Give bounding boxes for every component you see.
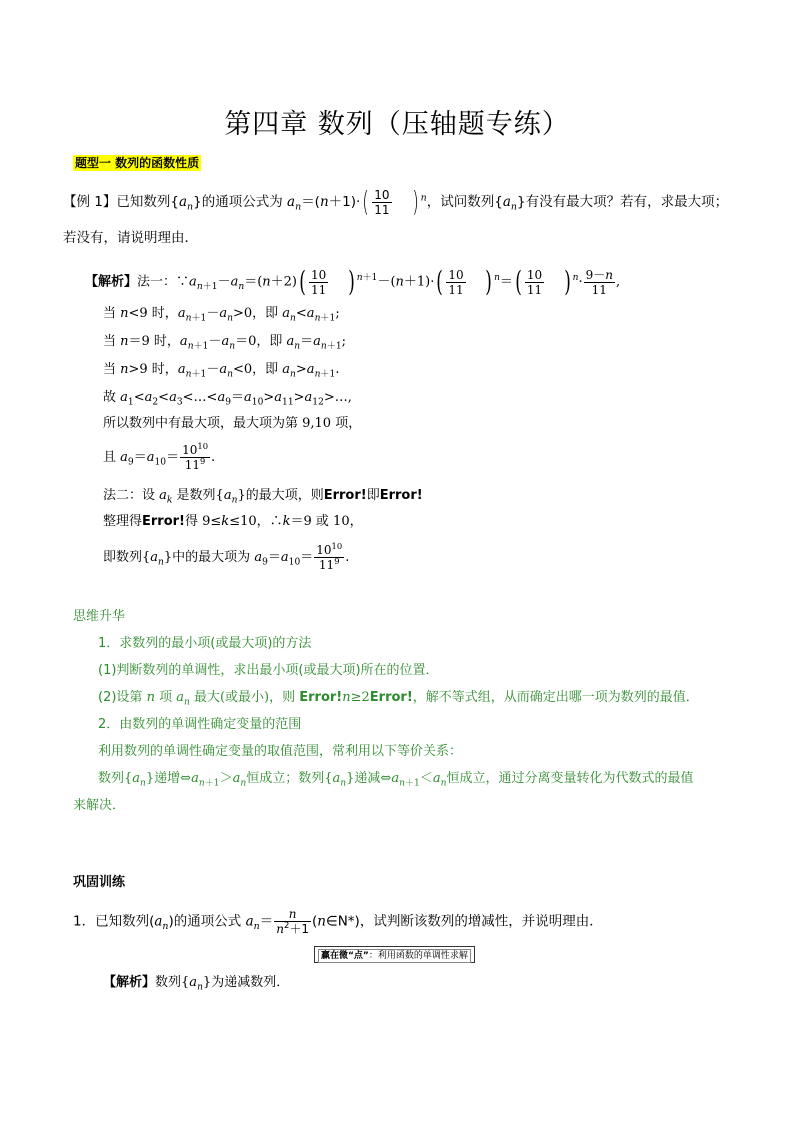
thinking-line-1: 1．求数列的最小项(或最大项)的方法: [98, 636, 312, 651]
example-1-line1: 【例 1】已知数列$\{a_n\}$的通项公式为 $a_n=(n+1)\cdot$( $\frac{10}{11}$ ) $^n$，试问数列$\{a_n\}$有没有最大项？若有，求最大项；: [63, 185, 729, 218]
solution-line-8: 法二：设 $a_k$ 是数列$\{a_n\}$的最大项，则Error!即Error!: [103, 488, 423, 506]
solution-line-4: 当 n>9 时，$a_{n+1}-a_n<0$，即 $a_n>a_{n+1}$.: [103, 362, 340, 380]
thinking-line-3: (2)设第 n 项 $a_n$ 最大(或最小)，则 Error!n≥2Error!，解不等式组，从而确定出哪一项为数列的最值．: [98, 690, 699, 708]
solution-line-7: 且 $a_9=a_{10}=$ $\frac{10^{10}}{11^9}$ .: [103, 441, 216, 472]
practice-heading: 巩固训练: [73, 875, 126, 890]
hint-tag: 赢在微“点”：利用函数的单调性求解: [314, 946, 475, 963]
solution-line-6: 所以数列中有最大项，最大项为第 9,10 项，: [103, 416, 362, 431]
thinking-line-4: 2．由数列的单调性确定变量的范围: [98, 717, 302, 732]
solution-line-5: 故 $a_1<a_2<a_3<\dots<a_9=a_{10}>a_{11}>a_{12}>\dots$,: [103, 390, 352, 408]
solution-line-3: 当 n＝9 时，$a_{n+1}-a_n=0$，即 $a_n=a_{n+1}$;: [103, 334, 347, 352]
section-heading: 题型一 数列的函数性质: [75, 156, 200, 170]
solution-line-9: 整理得Error!得 9≤k≤10，∴k＝9 或 10，: [103, 514, 363, 529]
page-title: 第四章 数列（压轴题专练）: [224, 109, 570, 140]
example-1-line2: 若没有，请说明理由．: [63, 230, 198, 246]
practice-answer-1: 【解析】数列$\{a_n\}$为递减数列．: [103, 975, 290, 993]
solution-line-1: 【解析】法一：$\because a_{n+1}-a_n=(n+2)$( $\frac{10}{11}$ ) $^{n+1}$－(n＋1)·( $\frac{10}{11}$ ) $^n$＝( $\frac{10}{11}$ ) $^n$· $\frac{9-n}{11}$ ,: [85, 265, 621, 298]
thinking-line-6: 数列$\{a_n\}$递增$\Leftrightarrow a_{n+1}>a_n$恒成立；数列$\{a_n\}$递减$\Leftrightarrow a_{n+1}<a_n$恒成立，通过分离变量转化为代数式的最值: [98, 771, 694, 789]
thinking-line-5: 利用数列的单调性确定变量的取值范围，常利用以下等价关系：: [98, 744, 463, 759]
thinking-line-2: (1)判断数列的单调性，求出最小项(或最大项)所在的位置．: [98, 663, 439, 678]
solution-line-10: 即数列$\{a_n\}$中的最大项为 $a_9=a_{10}=$ $\frac{10^{10}}{11^9}$ .: [103, 541, 350, 572]
solution-line-2: 当 n<9 时，$a_{n+1}-a_n>0$，即 $a_n<a_{n+1}$;: [103, 306, 340, 324]
thinking-line-7: 来解决．: [73, 798, 126, 813]
thinking-heading: 思维升华: [73, 609, 126, 624]
practice-question-1: 1．已知数列$(a_n)$的通项公式 $a_n=$ $\frac{n}{n^2+1}$ (n∈N*)，试判断该数列的增减性，并说明理由．: [73, 907, 603, 936]
